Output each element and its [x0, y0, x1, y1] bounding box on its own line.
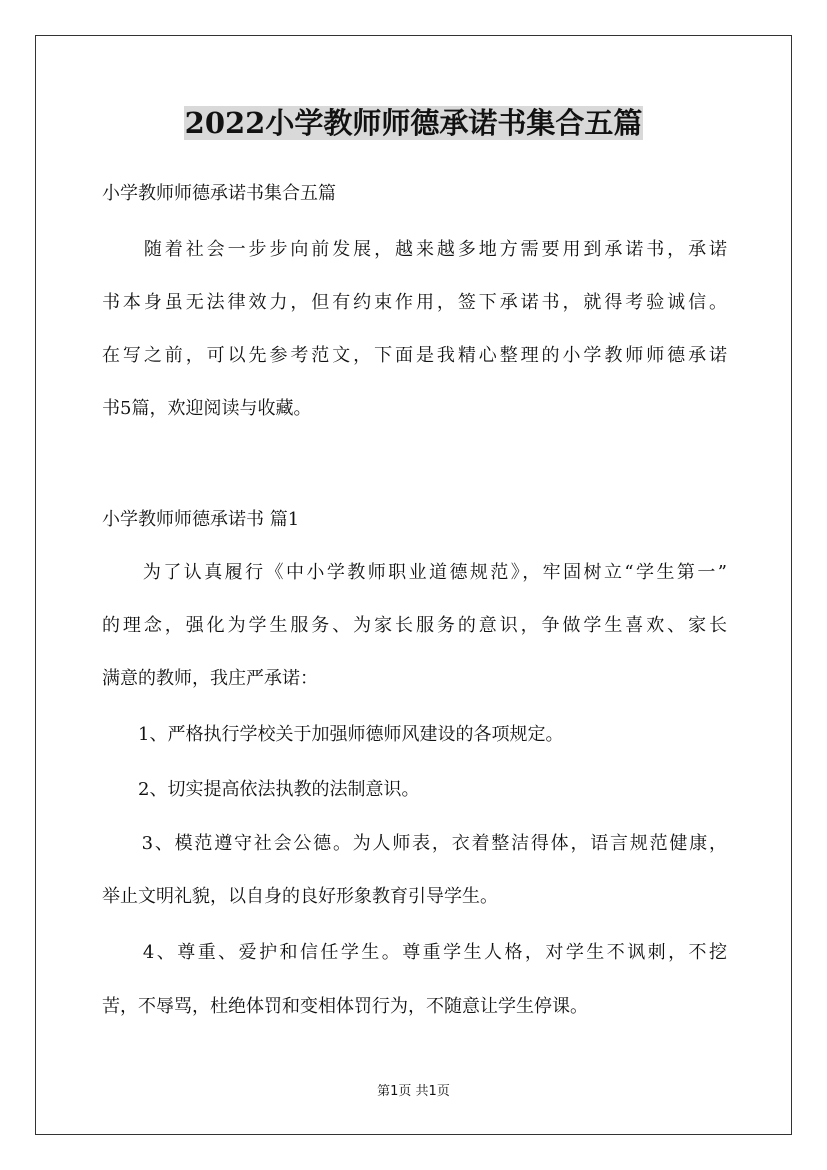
intro-line-2: 书本身虽无法律效力，但有约束作用，签下承诺书，就得考验诚信。 — [102, 292, 727, 313]
body-line-5: 2、切实提高依法执教的法制意识。 — [102, 779, 420, 800]
body-line-2: 的理念，强化为学生服务、为家长服务的意识，争做学生喜欢、家长 — [102, 615, 727, 636]
body-line-4: 1、严格执行学校关于加强师德师风建设的各项规定。 — [102, 724, 564, 745]
body-line-3: 满意的教师，我庄严承诺： — [102, 668, 318, 689]
intro-line-1: 随着社会一步步向前发展，越来越多地方需要用到承诺书，承诺 — [102, 239, 727, 260]
body-line-6: 3、模范遵守社会公德。为人师表，衣着整洁得体，语言规范健康， — [102, 833, 727, 854]
body-line-1: 为了认真履行《中小学教师职业道德规范》，牢固树立“学生第一” — [102, 562, 727, 583]
body-line-9: 苦，不辱骂，杜绝体罚和变相体罚行为，不随意让学生停课。 — [102, 996, 588, 1017]
intro-line-4: 书5篇，欢迎阅读与收藏。 — [102, 398, 312, 419]
body-line-8: 4、尊重、爱护和信任学生。尊重学生人格，对学生不讽刺，不挖 — [102, 942, 727, 963]
document-title: 2022小学教师师德承诺书集合五篇 — [184, 106, 643, 140]
document-subtitle: 小学教师师德承诺书集合五篇 — [102, 183, 336, 204]
body-line-7: 举止文明礼貌，以自身的良好形象教育引导学生。 — [102, 886, 498, 907]
intro-line-3: 在写之前，可以先参考范文，下面是我精心整理的小学教师师德承诺 — [102, 345, 727, 366]
section-heading: 小学教师师德承诺书 篇1 — [102, 509, 300, 530]
page-footer: 第1页 共1页 — [377, 1084, 450, 1099]
